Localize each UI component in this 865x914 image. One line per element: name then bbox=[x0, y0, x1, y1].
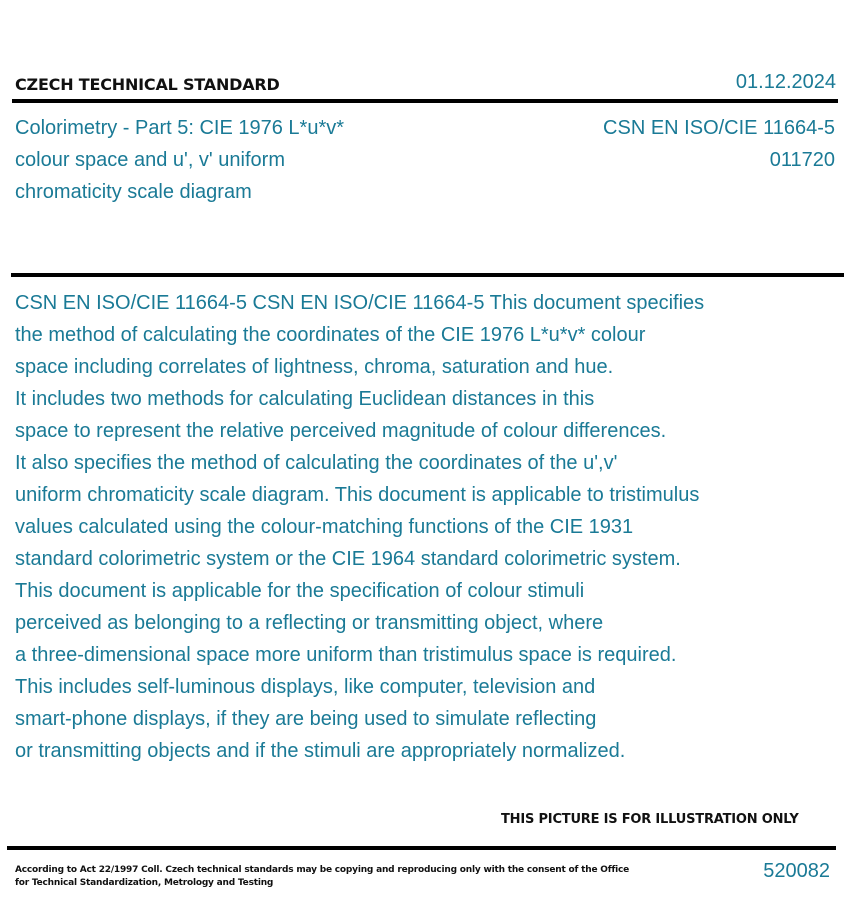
abstract-line: CSN EN ISO/CIE 11664-5 CSN EN ISO/CIE 11664-5 This document specifies bbox=[15, 292, 705, 314]
abstract-line: space including correlates of lightness, chroma, saturation and hue. bbox=[15, 356, 614, 378]
publication-date: 01.12.2024 bbox=[735, 71, 836, 93]
document-title-line: colour space and u', v' uniform bbox=[15, 149, 285, 171]
legal-notice-line: According to Act 22/1997 Coll. Czech technical standards may be copying and reproducing only with the consent of the Office bbox=[15, 865, 630, 875]
abstract-line: space to represent the relative perceived magnitude of colour differences. bbox=[15, 420, 667, 442]
footer-divider bbox=[7, 846, 836, 850]
abstract-line: smart-phone displays, if they are being used to simulate reflecting bbox=[15, 708, 597, 730]
document-abstract bbox=[15, 287, 815, 767]
illustration-disclaimer: THIS PICTURE IS FOR ILLUSTRATION ONLY bbox=[501, 812, 799, 827]
abstract-line: or transmitting objects and if the stimuli are appropriately normalized. bbox=[15, 740, 626, 762]
abstract-line: It includes two methods for calculating Euclidean distances in this bbox=[15, 388, 595, 410]
abstract-line: the method of calculating the coordinates of the CIE 1976 L*u*v* colour bbox=[15, 324, 646, 346]
abstract-line: values calculated using the colour-matching functions of the CIE 1931 bbox=[15, 516, 634, 538]
abstract-line: uniform chromaticity scale diagram. This document is applicable to tristimulus bbox=[15, 484, 700, 506]
standard-type-heading: CZECH TECHNICAL STANDARD bbox=[15, 75, 280, 94]
abstract-line: perceived as belonging to a reflecting or transmitting object, where bbox=[15, 612, 604, 634]
document-title-line: chromaticity scale diagram bbox=[15, 181, 252, 203]
footer-code: 520082 bbox=[763, 860, 830, 882]
standard-code: CSN EN ISO/CIE 11664-5 bbox=[603, 117, 835, 139]
abstract-line: This document is applicable for the specification of colour stimuli bbox=[15, 580, 585, 602]
legal-notice bbox=[15, 864, 629, 890]
legal-notice-line: for Technical Standardization, Metrology and Testing bbox=[15, 878, 274, 888]
abstract-line: a three-dimensional space more uniform than tristimulus space is required. bbox=[15, 644, 677, 666]
title-divider bbox=[11, 273, 844, 277]
abstract-line: standard colorimetric system or the CIE 1964 standard colorimetric system. bbox=[15, 548, 681, 570]
catalog-number: 011720 bbox=[769, 149, 835, 171]
abstract-line: This includes self-luminous displays, like computer, television and bbox=[15, 676, 596, 698]
header-divider bbox=[12, 99, 838, 103]
abstract-line: It also specifies the method of calculating the coordinates of the u',v' bbox=[15, 452, 618, 474]
document-title-line: Colorimetry - Part 5: CIE 1976 L*u*v* bbox=[15, 117, 345, 139]
